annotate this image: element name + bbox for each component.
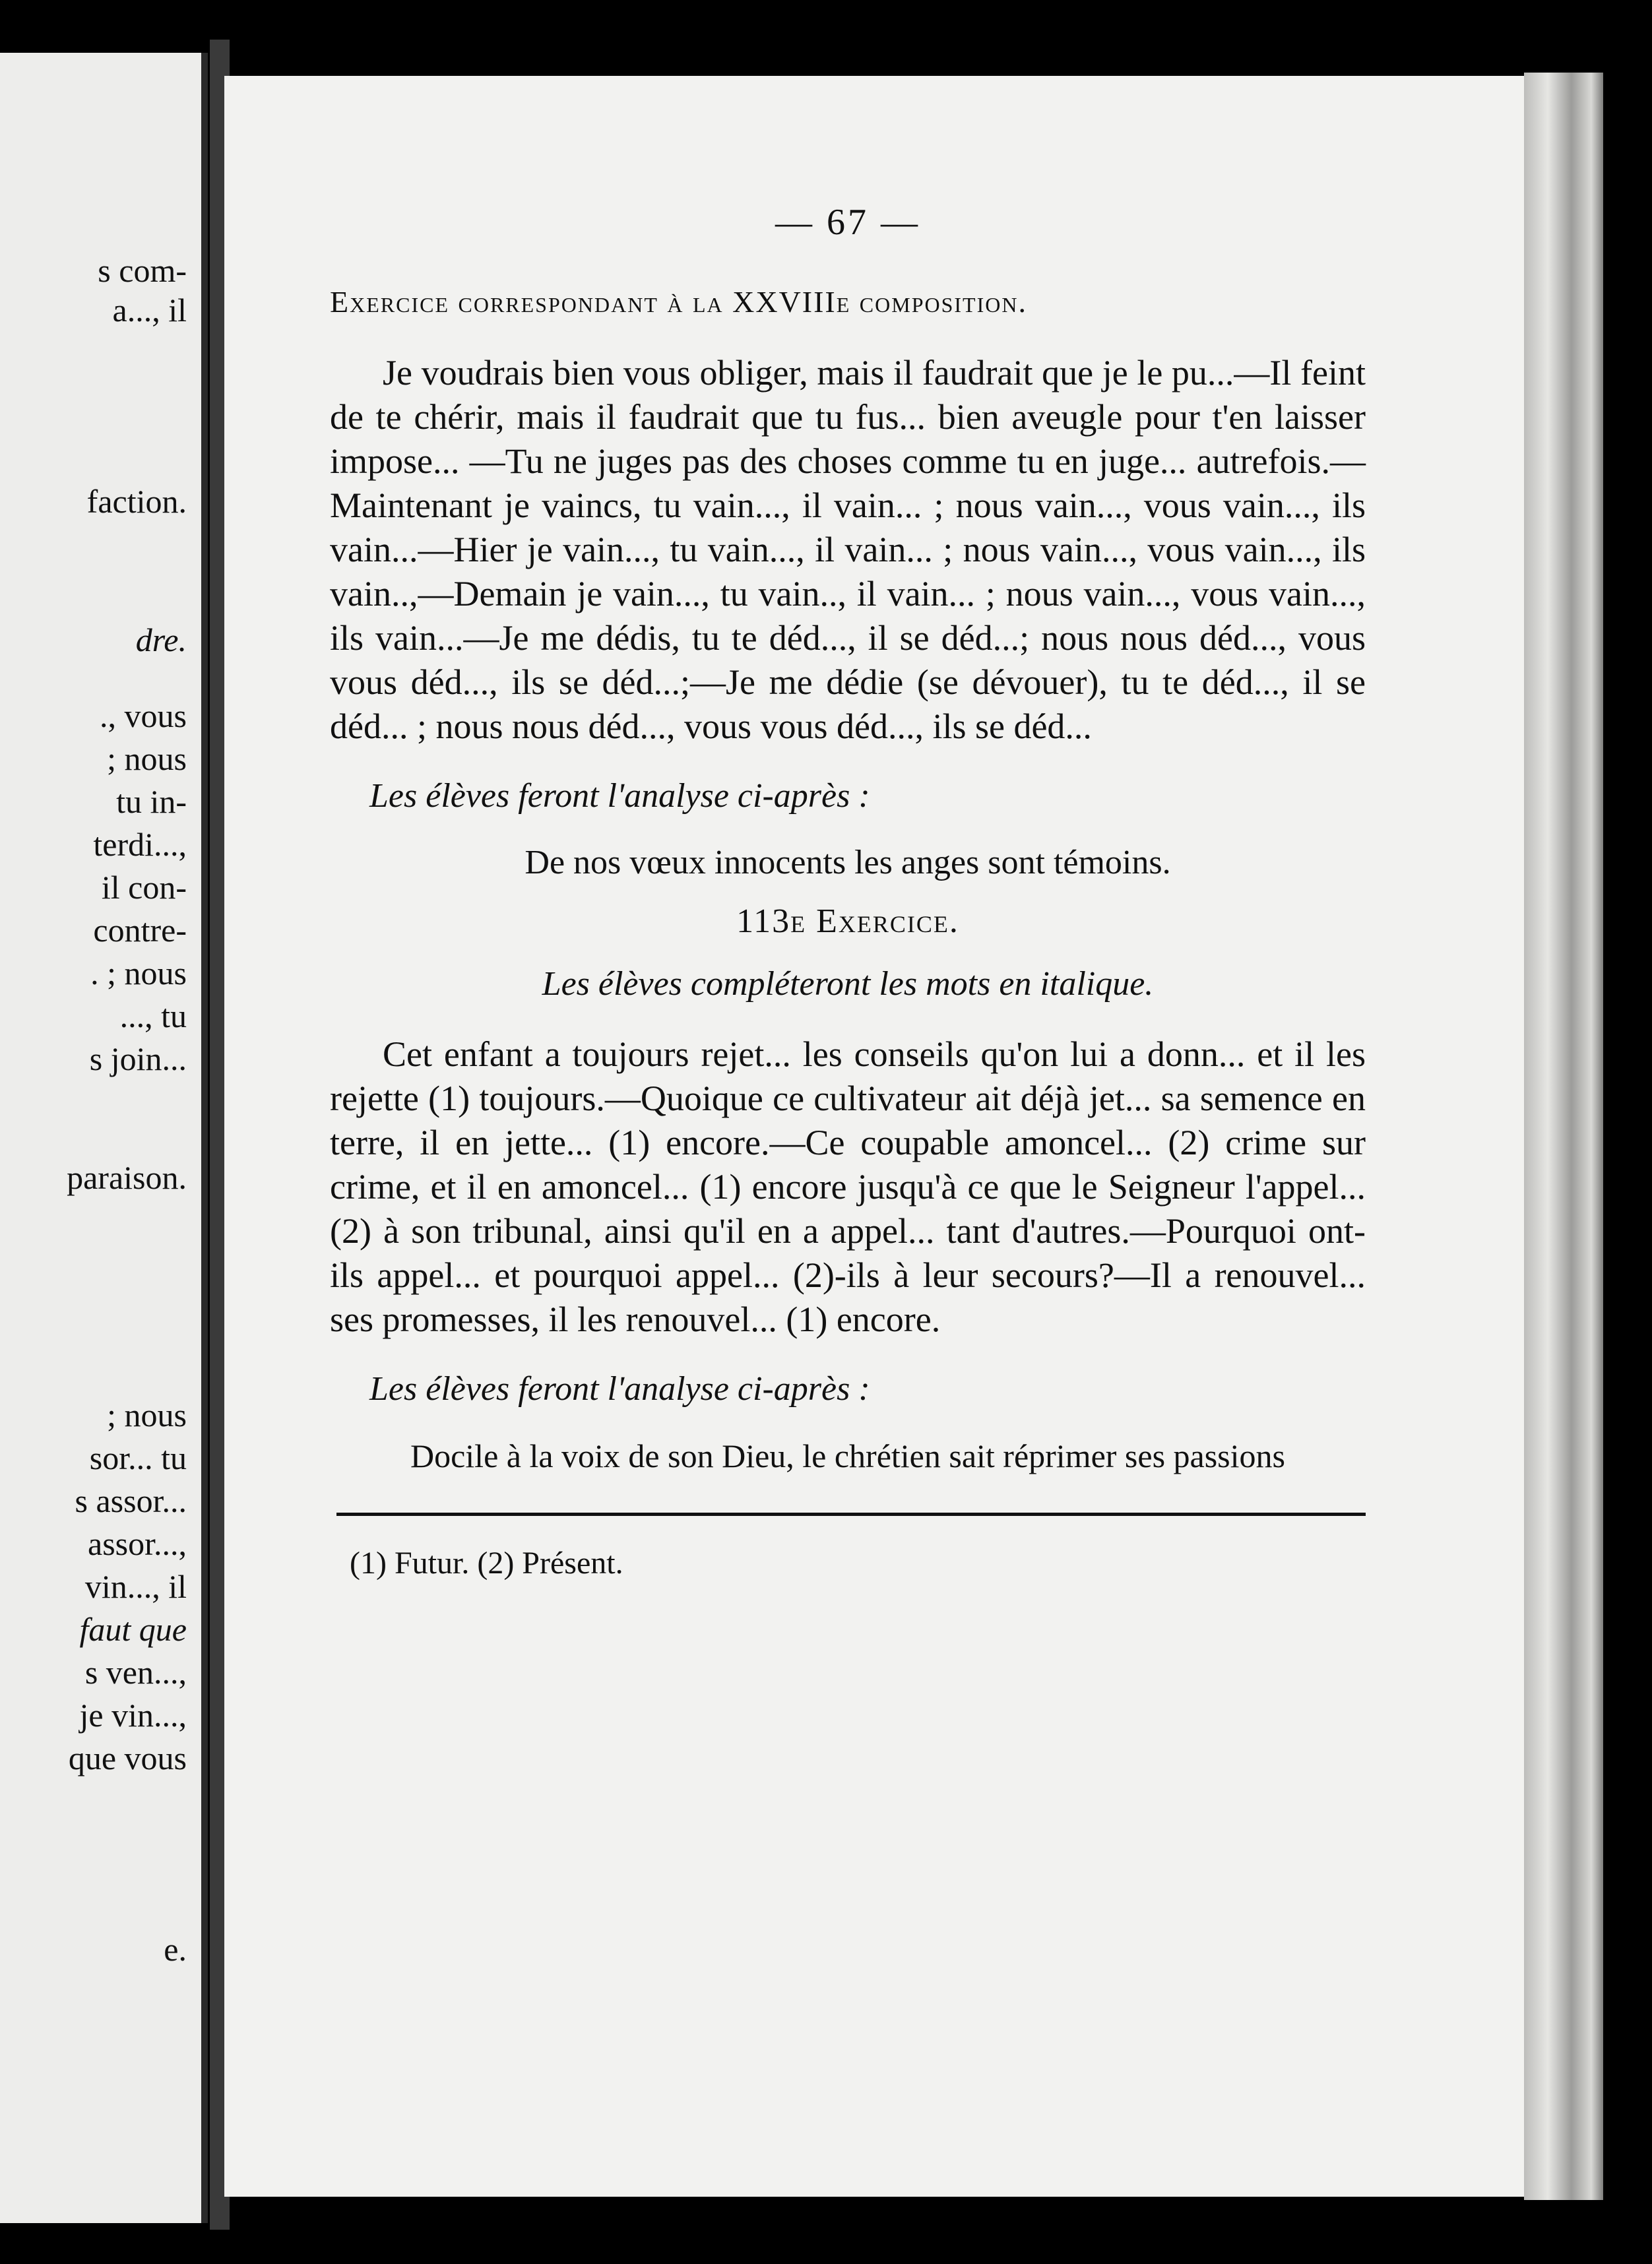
left-page-text-fragment: terdi..., xyxy=(93,826,187,863)
left-page-text-fragment: contre- xyxy=(93,912,187,949)
left-page-text-fragment: faction. xyxy=(86,483,187,520)
section-heading: Exercice correspondant à la XXVIIIe composition. xyxy=(330,285,1027,319)
left-page-text-fragment: sor... tu xyxy=(89,1439,187,1476)
footnote-divider xyxy=(336,1513,1366,1516)
left-page-text-fragment: ..., tu xyxy=(119,997,187,1034)
analysis-quote-2: Docile à la voix de son Dieu, le chrétien sait réprimer ses passions xyxy=(410,1437,1285,1474)
left-page-text-fragment: il con- xyxy=(101,869,187,906)
left-page-text-fragment: ; nous xyxy=(107,1397,187,1433)
analysis-instruction-2: Les élèves feront l'analyse ci-après : xyxy=(369,1370,870,1408)
left-page-text-fragment: ; nous xyxy=(107,740,187,777)
left-page-text-fragment: je vin..., xyxy=(79,1697,187,1734)
left-page-text-fragment: s ven..., xyxy=(84,1654,187,1691)
left-page-text-fragment: dre. xyxy=(135,621,187,658)
paragraph-text: Cet enfant a toujours rejet... les conseils qu'on lui a donn... et il les rejette (1) toujours.—Quoique ce cultivateur ait déjà jet... sa semence en terre, il en jette... (1) encore.—Ce coupable amoncel... (2) crime sur crime, et il en amoncel... (1) encore jusqu'à ce que le Seigneur l'appel... (2) à son tribunal, ainsi qu'il en a appel... tant d'autres.—Pourquoi ont-ils appel... et pourquoi appel... (2)-ils à leur secours?—Il a renouvel... ses promesses, il les renouvel... (1) encore. xyxy=(330,1034,1366,1339)
book-page xyxy=(224,76,1524,2197)
left-page-text-fragment: que vous xyxy=(68,1740,187,1777)
left-page-text-fragment: s assor... xyxy=(75,1482,187,1519)
left-page-text-fragment: assor..., xyxy=(88,1525,187,1562)
left-page-text-fragment: s com- xyxy=(98,252,187,289)
left-page-text-fragment: a..., il xyxy=(112,292,187,329)
left-page-fragment xyxy=(0,53,208,2223)
left-page-text-fragment: vin..., il xyxy=(84,1568,187,1605)
analysis-quote-1: De nos vœux innocents les anges sont témoins. xyxy=(524,844,1171,881)
exercise-title: 113e Exercice. xyxy=(736,902,959,940)
footnotes: (1) Futur. (2) Présent. xyxy=(350,1546,623,1581)
left-page-text-fragment: ., vous xyxy=(100,697,187,734)
page-stack-edge xyxy=(1524,73,1603,2200)
left-page-text-fragment: e. xyxy=(164,1931,187,1968)
page-number: — 67 — xyxy=(775,202,920,243)
exercise-paragraph-2 xyxy=(330,1032,1366,1342)
left-page-text-fragment: faut que xyxy=(79,1611,187,1648)
paragraph-text: Je voudrais bien vous obliger, mais il faudrait que je le pu...—Il feint de te chérir, mais il faudrait que tu fus... bien aveugle pour t'en laisser impose... —Tu ne juges pas des choses comme tu en juge... autrefois.—Maintenant je vaincs, tu vain..., il vain... ; nous vain..., vous vain..., ils vain...—Hier je vain..., tu vain..., il vain... ; nous vain..., vous vain..., ils vain..,—Demain je vain..., tu vain.., il vain... ; nous vain..., vous vain..., ils vain...—Je me dédis, tu te déd..., il se déd...; nous nous déd..., vous vous déd..., ils se déd...;—Je me dédie (se dévouer), tu te déd..., il se déd... ; nous nous déd..., vous vous déd..., ils se déd... xyxy=(330,353,1366,746)
exercise-paragraph-1 xyxy=(330,351,1366,749)
left-page-text-fragment: . ; nous xyxy=(90,955,187,991)
left-page-text-fragment: tu in- xyxy=(116,783,187,820)
analysis-instruction-1: Les élèves feront l'analyse ci-après : xyxy=(369,777,870,815)
completion-instruction: Les élèves compléteront les mots en italique. xyxy=(542,965,1154,1003)
left-page-text-fragment: paraison. xyxy=(67,1159,187,1196)
left-page-text-fragment: s join... xyxy=(89,1040,187,1077)
page-content xyxy=(330,201,1366,1581)
